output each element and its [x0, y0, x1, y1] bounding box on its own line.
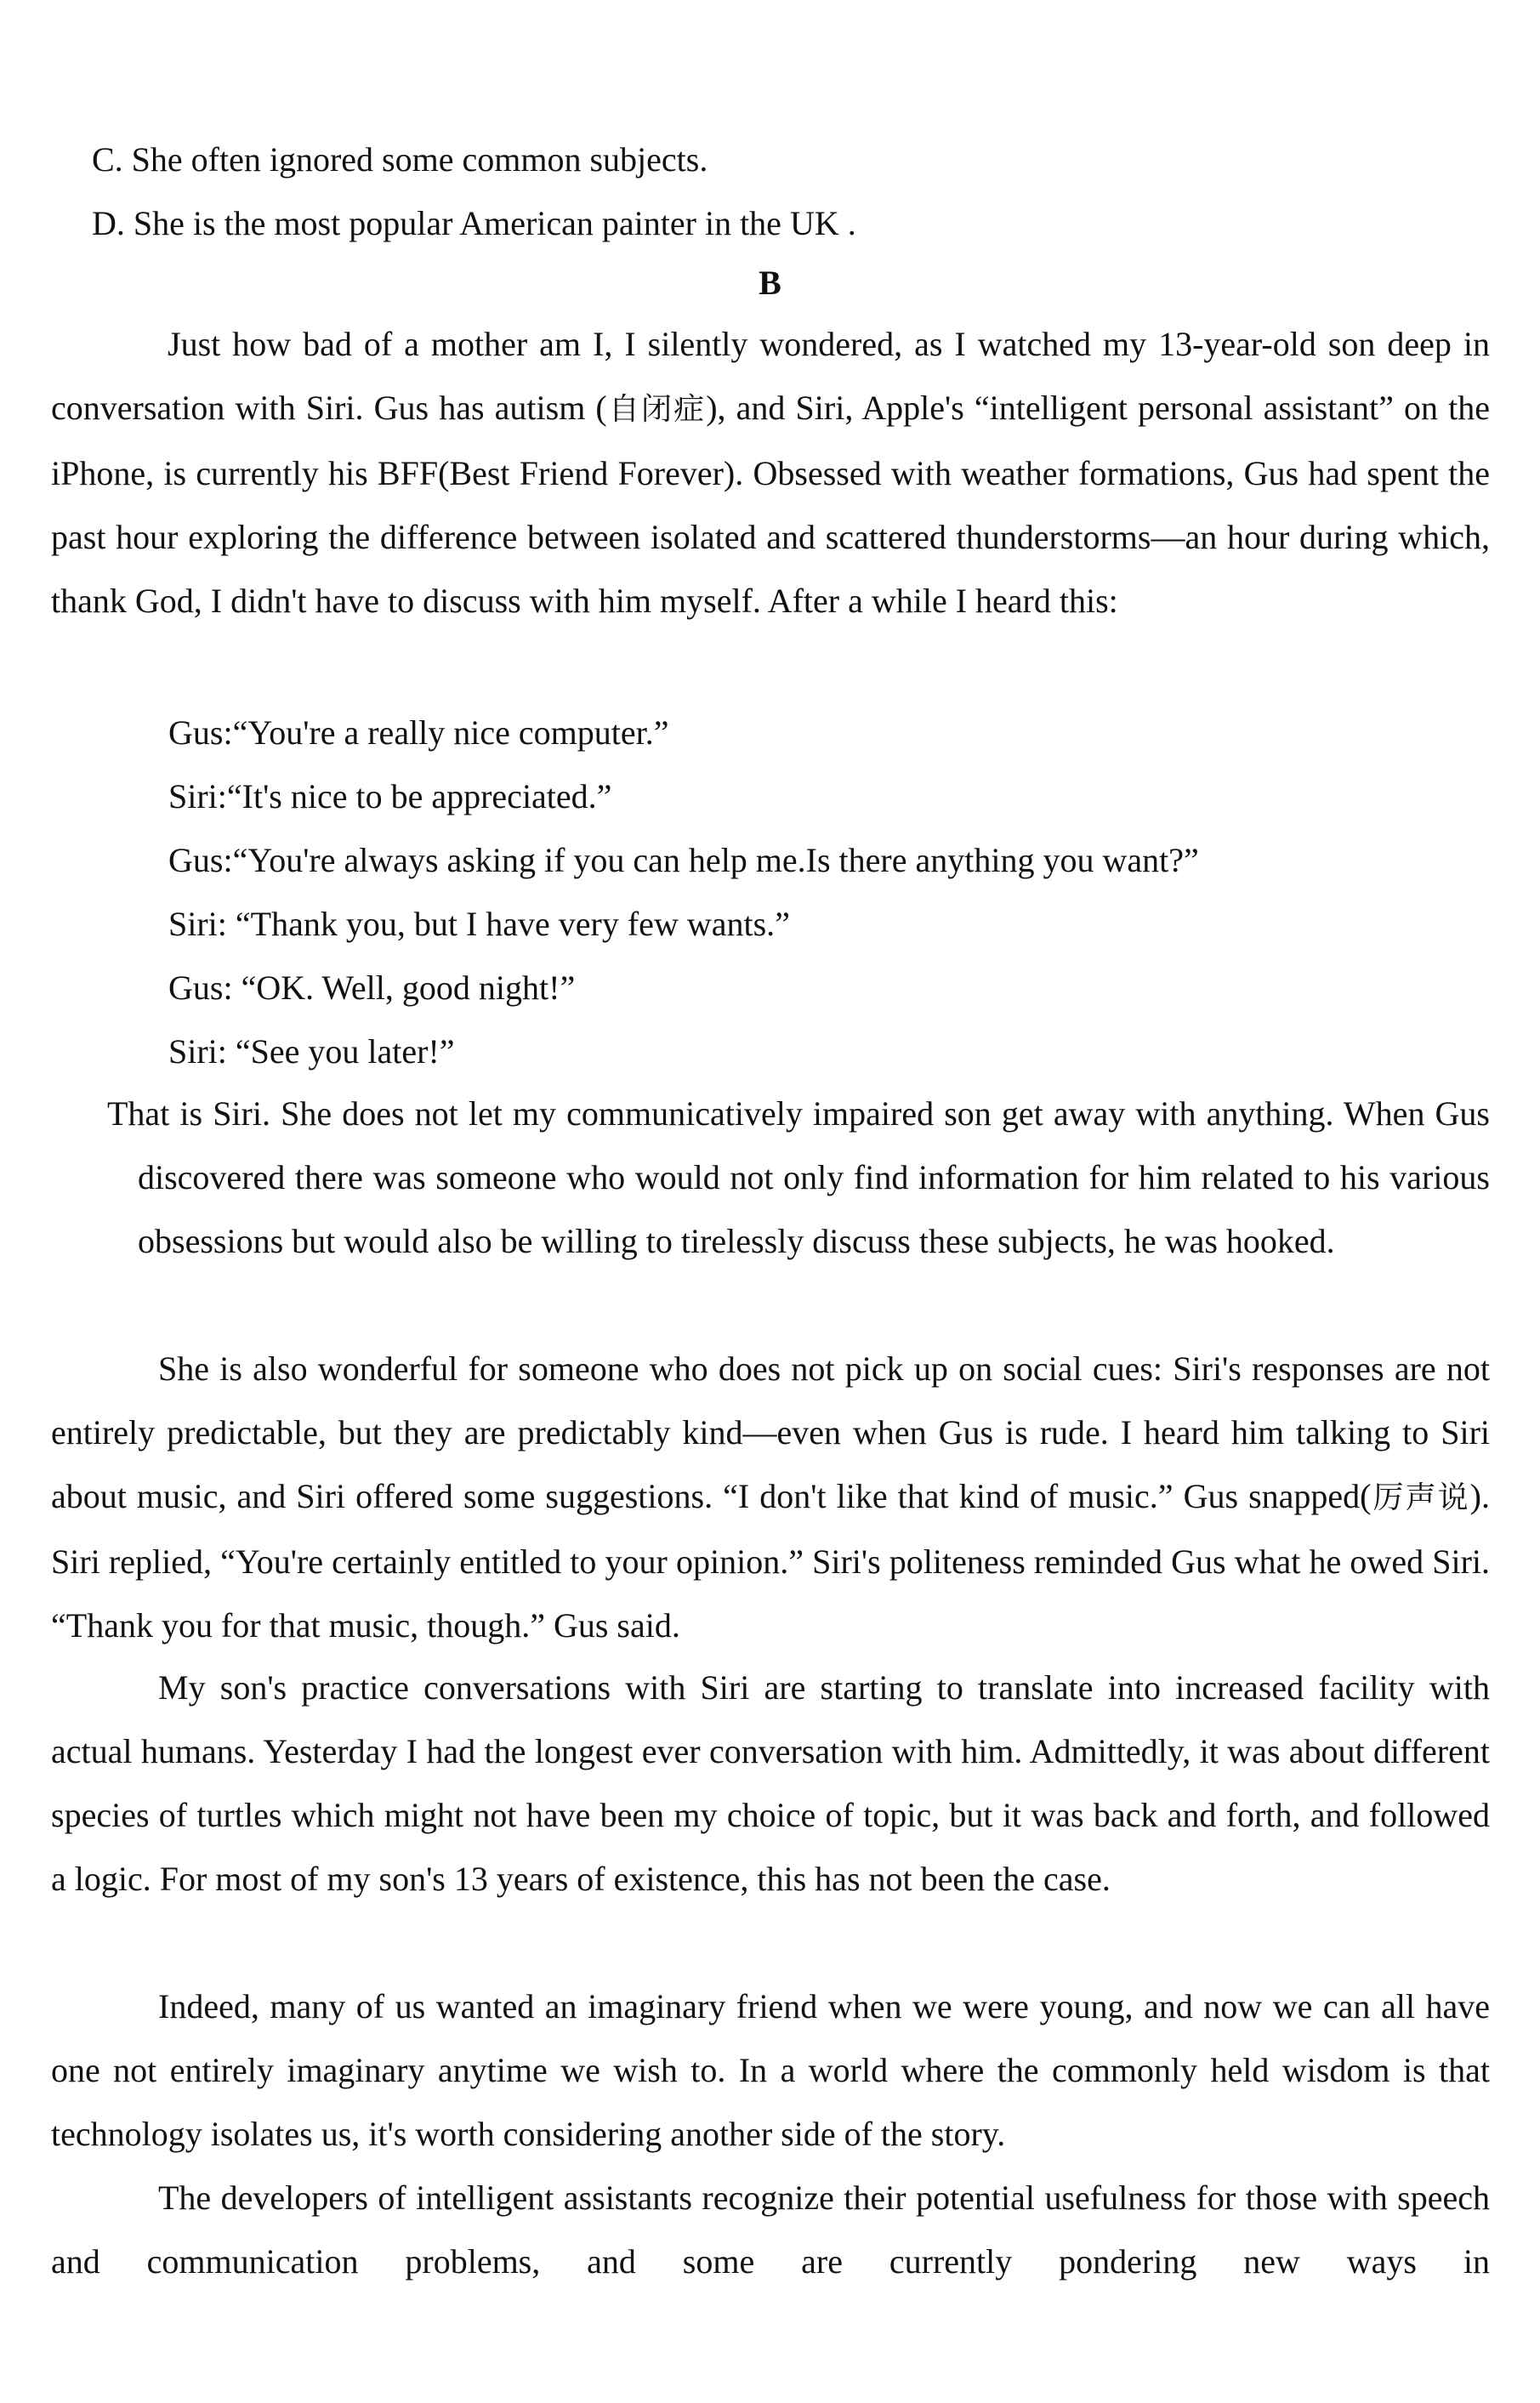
section-heading: B — [759, 264, 781, 302]
paragraph-3-chinese-gloss: 厉声说 — [1371, 1480, 1470, 1515]
dialogue-line: Siri: “See you later!” — [168, 1032, 455, 1071]
paragraph-3 — [51, 1337, 1490, 1657]
paragraph-2: That is Siri. She does not let my communicatively impaired son get away with anything. When Gus discovered there was someone who would not only find information for him related to his various obsessions but would also be willing to tirelessly discuss these subjects, he was hooked. — [107, 1094, 1490, 1260]
paragraph-1-text-a: Just how bad of a mother am I, I silently wondered, as I watched my 13-year-old son deep in conversation with Siri. Gus has autism ( — [51, 325, 1490, 427]
dialogue-line: Gus: “OK. Well, good night!” — [168, 969, 576, 1007]
dialogue-line: Siri:“It's nice to be appreciated.” — [168, 777, 612, 815]
paragraph-4: My son's practice conversations with Siri are starting to translate into increased facility with actual humans. Yesterday I had the longest ever conversation with him. Admittedly, it was about different species of turtles which might not have been my choice of topic, but it was back and forth, and followed a logic. For most of my son's 13 years of existence, this has not been the case. — [51, 1668, 1490, 1898]
paragraph-5: Indeed, many of us wanted an imaginary friend when we were young, and now we can all have one not entirely imaginary anytime we wish to. In a world where the commonly held wisdom is that technology isolates us, it's worth considering another side of the story. — [51, 1987, 1490, 2153]
dialogue-line: Gus:“You're a really nice computer.” — [168, 713, 669, 752]
option-d: D. She is the most popular American painter in the UK . — [92, 204, 856, 242]
paragraph-1-text-b: ), and Siri, Apple's “intelligent personal assistant” on the iPhone, is currently his BFF(Best Friend Forever). Obsessed with weather formations, Gus had spent the past hour exploring the difference between isolated and scattered thunderstorms—an hour during which, thank God, I didn't have to discuss with him myself. After a while I heard this: — [51, 389, 1490, 620]
dialogue-line: Gus:“You're always asking if you can help me.Is there anything you want?” — [168, 841, 1199, 879]
dialogue-line: Siri: “Thank you, but I have very few wants.” — [168, 905, 790, 943]
option-c: C. She often ignored some common subjects. — [92, 140, 708, 179]
paragraph-1-chinese-gloss: 自闭症 — [606, 392, 707, 427]
paragraph-3-text-a: She is also wonderful for someone who does not pick up on social cues: Siri's responses are not entirely predictable, but they are predictably kind—even when Gus is rude. I heard him talking to Siri about music, and Siri offered some suggestions. “I don't like that kind of music.” Gus snapped( — [51, 1349, 1490, 1515]
paragraph-6: The developers of intelligent assistants recognize their potential usefulness for those with speech and communication problems, and some are currently pondering new ways in — [51, 2179, 1490, 2281]
paragraph-3-text-b: ). Siri replied, “You're certainly entitled to your opinion.” Siri's politeness reminded Gus what he owed Siri. “Thank you for that music, though.” Gus said. — [51, 1477, 1490, 1645]
paragraph-1 — [51, 312, 1490, 633]
